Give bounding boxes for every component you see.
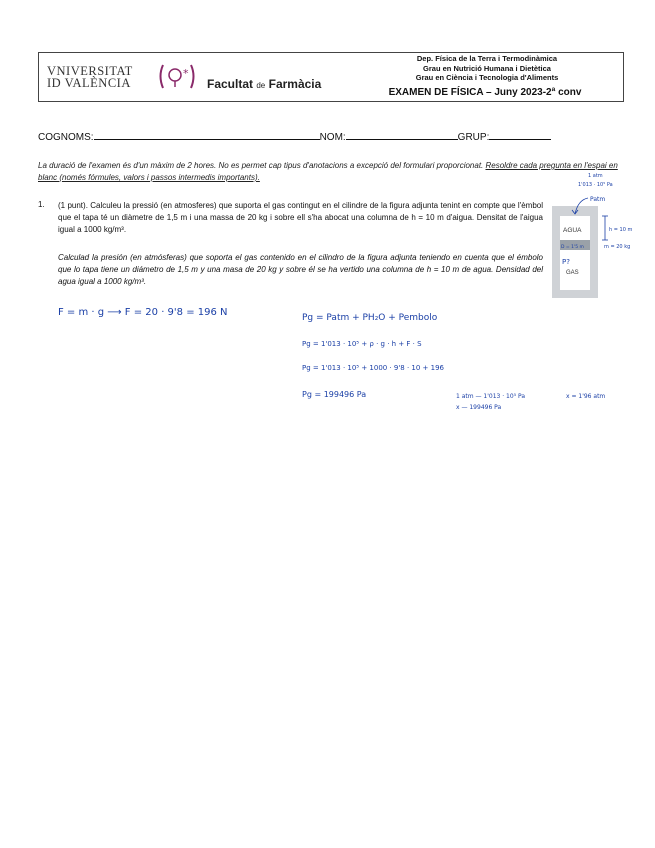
university-emblem-icon (157, 63, 197, 90)
height-label: h = 10 m (609, 227, 633, 233)
exam-header (38, 52, 624, 102)
annotation-atm: 1 atm (588, 173, 603, 179)
exam-title: EXAMEN DE FÍSICA – Juny 2023-2ª conv (388, 87, 582, 98)
final-result: x = 1'96 atm (566, 393, 606, 400)
group-label: GRUP: (457, 132, 490, 143)
cylinder-figure (548, 168, 648, 303)
faculty-name: Facultat de Farmàcia (207, 77, 322, 91)
pressure-equation-1: Pg = Patm + PH₂O + Pembolo (302, 313, 438, 323)
mass-label: m = 20 kg (604, 244, 631, 250)
dept-line: Grau en Ciència i Tecnologia d'Aliments (415, 73, 559, 82)
dept-line: Grau en Nutrició Humana i Dietètica (423, 63, 551, 73)
question-text-spanish: Calculad la presión (en atmósferas) que soporta el gas contenido en el cilindro de la figura adjunta teniendo en cuenta que el émbolo que lo tapa tiene un diámetro de 1,5 m y una masa de 20 kg y sobre él se ha vertido una columna de h = 10 m de agua. Densidad del agua igual a 1000 kg/m³. (58, 253, 543, 286)
pressure-result: Pg = 199496 Pa (302, 390, 367, 399)
surname-field[interactable] (94, 130, 320, 140)
annotation-patm: Patm (590, 196, 606, 203)
pressure-equation-2: Pg = 1'013 · 10⁵ + ρ · g · h + F · S (302, 340, 422, 348)
question-number: 1. (38, 200, 45, 209)
handwritten-solution (0, 290, 655, 430)
exam-instructions: La duració de l'examen és d'un màxim de 2 hores. No es permet cap tipus d'anotacions a excepció del formulari proporcionat. Resoldre cada pregunta en l'espai en blanc (només fórmules, valors i passos intermedis importants). (38, 161, 618, 182)
name-field[interactable] (346, 130, 458, 140)
dept-line: Dep. Física de la Terra i Termodinàmica (416, 54, 558, 63)
group-field[interactable] (489, 130, 551, 140)
water-label: AGUA (563, 227, 582, 234)
surname-label: COGNOMS: (38, 132, 94, 143)
conversion-line-2: x — 199496 Pa (456, 404, 502, 411)
student-fields (38, 130, 618, 143)
university-name-line2: ID VALÈNCIA (47, 76, 131, 90)
question-text-catalan: (1 punt). Calculeu la pressió (en atmosferes) que suporta el gas contingut en el cilindre de la figura adjunta tenint en compte que l'èmbol que el tapa té un diàmetre de 1,5 m i una massa de 20 kg i sobre ell s'ha abocat una columna de h = 10 m d'aigua. Densitat de l'aigua igual a 1000 kg/m³. (58, 201, 543, 234)
instructions-underlined: Resoldre cada pregunta en l'espai en blanc (només fórmules, valors i passos intermedis importants). (38, 161, 618, 182)
university-name-line1: VNIVERSITAT (47, 64, 133, 78)
svg-text:*: * (183, 67, 189, 80)
name-label: NOM: (319, 132, 346, 143)
diameter-label: D = 1'5 m (561, 245, 584, 250)
gas-label: GAS (566, 270, 579, 276)
pressure-equation-3: Pg = 1'013 · 10⁵ + 1000 · 9'8 · 10 + 196 (302, 364, 445, 372)
unknown-pressure-label: P? (562, 258, 570, 266)
conversion-line-1: 1 atm — 1'013 · 10⁵ Pa (456, 393, 526, 400)
force-calculation: F = m · g ⟶ F = 20 · 9'8 = 196 N (58, 307, 228, 318)
university-logo-text (47, 65, 133, 89)
annotation-value: 1'013 · 10⁵ Pa (578, 182, 613, 188)
department-info (357, 54, 617, 83)
